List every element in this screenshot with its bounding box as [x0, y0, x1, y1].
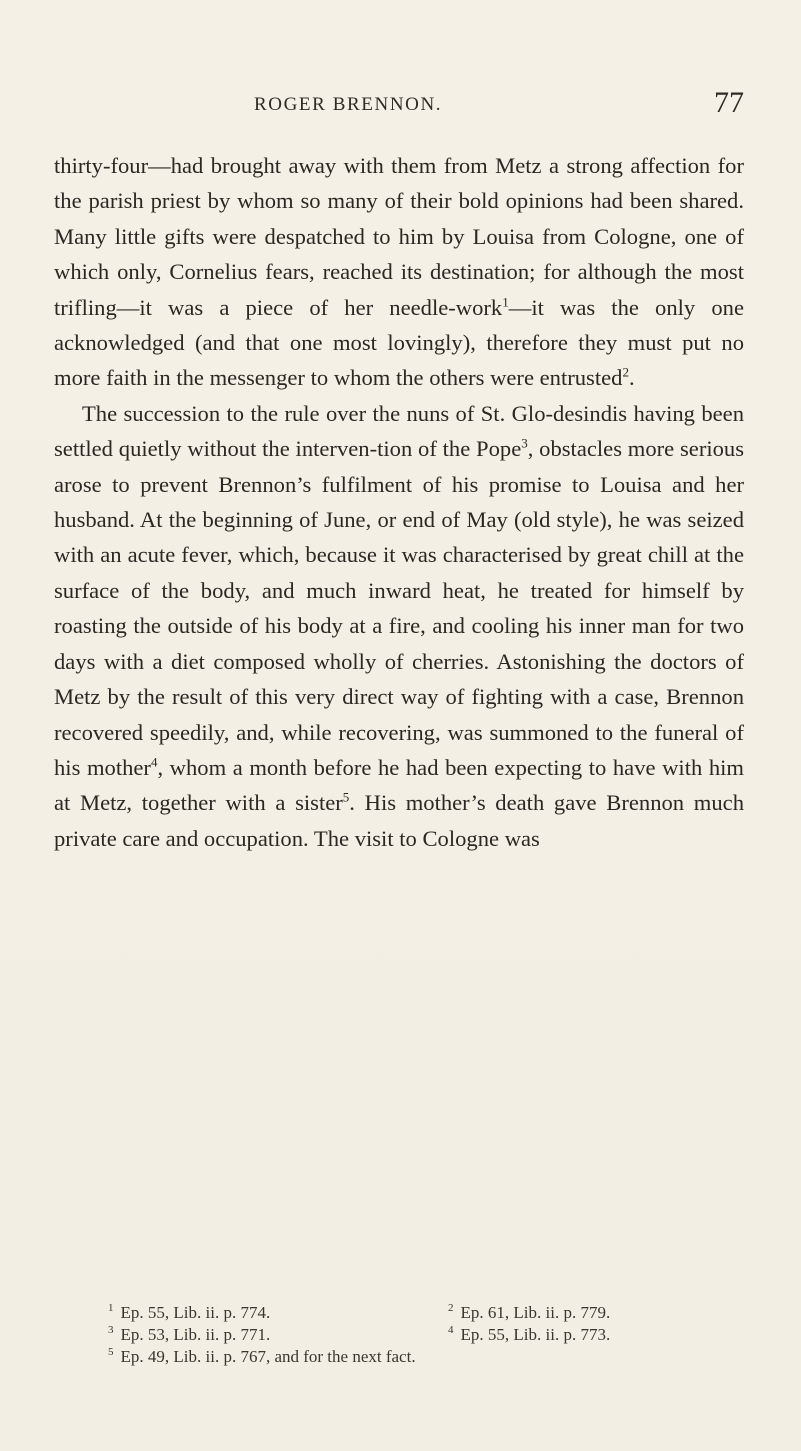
footnote-ref: 4: [150, 754, 158, 770]
footnote-number: 1: [108, 1302, 114, 1315]
footnote: [108, 1324, 448, 1346]
paragraph: [54, 148, 744, 396]
footnote-ref: 5: [342, 789, 350, 805]
running-title: ROGER BRENNON.: [254, 94, 443, 115]
footnote-number: 3: [108, 1324, 114, 1337]
footnote: [108, 1346, 416, 1368]
footnote-number: 4: [448, 1324, 454, 1337]
page-number: 77: [714, 86, 744, 119]
paragraph-text: , obstacles more serious arose to prevent Brennon’s fulfilment of his promise to Louisa and her husband. At the beginning of June, or end of May (old style), he was seized with an acute fever, which, because it was characterised by great chill at the surface of the body, and much inward heat, he treated for himself by roasting the outside of his body at a fire, and cooling his inner man for two days with a diet composed wholly of cherries. Astonishing the doctors of Metz by the result of this very direct way of fighting with a case, Brennon recovered speedily, and, while recovering, was summoned to the funeral of his mother: [54, 436, 745, 780]
footnote-text: Ep. 49, Lib. ii. p. 767, and for the next fact.: [120, 1347, 416, 1366]
running-head: [54, 86, 744, 122]
footnote-row: [108, 1302, 768, 1324]
footnote-text: Ep. 61, Lib. ii. p. 779.: [460, 1303, 611, 1322]
body-text: [54, 148, 744, 856]
footnote-row: [108, 1324, 768, 1346]
footnote-number: 2: [448, 1302, 454, 1315]
footnote: [108, 1302, 448, 1324]
paragraph: [54, 396, 744, 856]
footnote: [448, 1324, 610, 1346]
footnote-text: Ep. 53, Lib. ii. p. 771.: [120, 1325, 271, 1344]
footnote-ref: 1: [502, 294, 509, 310]
footnote-row: [108, 1346, 768, 1368]
footnotes: [108, 1302, 768, 1368]
paragraph-text: , whom a month before he had been expecting to have with him at Metz, together with a sister: [54, 754, 744, 816]
footnote-ref: 2: [622, 364, 629, 380]
footnote-text: Ep. 55, Lib. ii. p. 774.: [120, 1303, 271, 1322]
footnote-text: Ep. 55, Lib. ii. p. 773.: [460, 1325, 611, 1344]
footnote-ref: 3: [521, 435, 528, 451]
paragraph-text: thirty-four—had brought away with them from Metz a strong affection for the parish priest by whom so many of their bold opinions had been shared. Many little gifts were despatched to him by Louisa from Cologne, one of which only, Cornelius fears, reached its destination; for although the most trifling—it was a piece of her needle-work: [54, 153, 744, 320]
footnote-number: 5: [108, 1346, 114, 1359]
paragraph-text: —it was the only one acknowledged (and that one most lovingly), therefore they must put no more faith in the messenger to whom the others were entrusted: [54, 294, 744, 391]
footnote: [448, 1302, 610, 1324]
paragraph-text: The succession to the rule over the nuns of St. Glo-desindis having been settled quietly without the interven-tion of the Pope: [54, 400, 744, 462]
paragraph-text: . His mother’s death gave Brennon much private care and occupation. The visit to Cologne was: [54, 790, 744, 851]
paragraph-text: .: [628, 365, 635, 391]
